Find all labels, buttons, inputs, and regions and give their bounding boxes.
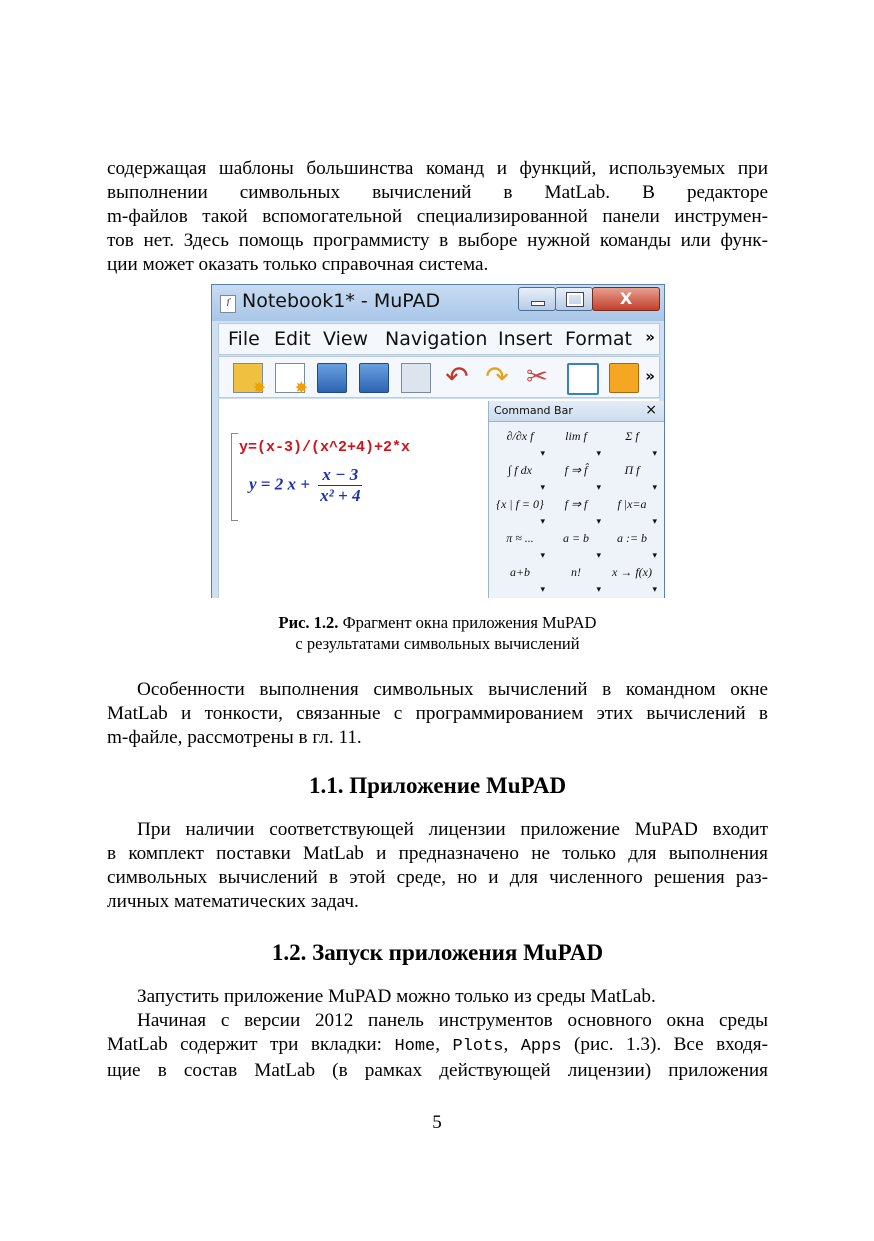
text-line: Запустить приложение MuPAD можно только из среды MatLab. xyxy=(137,986,656,1007)
menu-navigation[interactable]: Navigation xyxy=(385,328,488,350)
toolbar-overflow-chevron[interactable]: » xyxy=(645,367,655,385)
mupad-window-screenshot xyxy=(211,284,665,598)
cmd-transform[interactable]: f ⇒ f̂ ▾ xyxy=(549,463,603,497)
figure-caption xyxy=(107,612,768,654)
menu-insert[interactable]: Insert xyxy=(498,328,553,350)
caption-text-2: с результатами символьных вычислений xyxy=(295,634,580,653)
toolbar xyxy=(218,356,660,398)
title-bar xyxy=(212,285,664,321)
menu-file[interactable]: File xyxy=(228,328,260,350)
text-line: щие в состав MatLab (в рамках действующей лицензии) приложения xyxy=(107,1060,768,1081)
cmd-evaluate-at[interactable]: f |x=a ▾ xyxy=(605,497,659,531)
cmd-integral[interactable]: ∫ f dx ▾ xyxy=(493,463,547,497)
cmd-sum[interactable]: Σ f ▾ xyxy=(605,429,659,463)
paste-icon[interactable] xyxy=(609,363,639,393)
text-line: MatLab и тонкости, связанные с программированием этих вычислений в xyxy=(107,703,768,724)
fraction-numerator: x − 3 xyxy=(318,465,362,486)
menu-overflow-chevron[interactable]: » xyxy=(645,328,655,346)
command-bar-title: Command Bar xyxy=(494,404,573,417)
caption-label: Рис. 1.2. xyxy=(278,613,339,632)
print-icon[interactable] xyxy=(401,363,431,393)
section-heading-1-1: 1.1. Приложение MuPAD xyxy=(308,773,567,798)
text-line: тов нет. Здесь помощь программисту в выборе нужной команды или функ- xyxy=(107,230,768,251)
cmd-simplify[interactable]: f ⇒ f ▾ xyxy=(549,497,603,531)
maximize-button[interactable] xyxy=(555,287,593,311)
tab-name-home: Home xyxy=(394,1037,436,1056)
menu-format[interactable]: Format xyxy=(565,328,632,350)
caption-text-1: Фрагмент окна приложения MuPAD xyxy=(342,613,597,632)
paragraph-launch xyxy=(107,985,768,1083)
new-notebook-icon[interactable] xyxy=(233,363,263,393)
text-fragment: , xyxy=(503,1034,521,1055)
text-line: символьных вычислений в этой среде, но и для численного решения раз- xyxy=(107,867,768,888)
text-fragment: MatLab содержит три вкладки: xyxy=(107,1034,395,1055)
output-result xyxy=(249,465,362,506)
cmd-assign[interactable]: a := b ▾ xyxy=(605,531,659,565)
maximize-icon xyxy=(567,293,583,306)
close-button[interactable]: X xyxy=(592,287,660,311)
page-number: 5 xyxy=(432,1112,442,1133)
cell-bracket xyxy=(231,433,238,521)
minimize-icon xyxy=(531,301,545,306)
cmd-limit[interactable]: lim f ▾ xyxy=(549,429,603,463)
text-fragment: (рис. 1.3). Все входя- xyxy=(561,1034,769,1055)
open-folder-icon[interactable] xyxy=(317,363,347,393)
cmd-derivative[interactable]: ∂/∂x f ▾ xyxy=(493,429,547,463)
text-line: При наличии соответствующей лицензии приложение MuPAD входит xyxy=(137,819,768,840)
window-title: Notebook1* - MuPAD xyxy=(242,290,441,312)
command-bar xyxy=(488,401,665,598)
paragraph-features xyxy=(107,678,768,750)
text-line: выполнении символьных вычислений в MatLab. В редакторе xyxy=(107,182,768,203)
text-fragment: , xyxy=(435,1034,453,1055)
cmd-function[interactable]: x → f(x) ▾ xyxy=(605,565,659,598)
cmd-product[interactable]: Π f ▾ xyxy=(605,463,659,497)
output-lhs: y = 2 x + xyxy=(249,474,310,494)
cut-icon[interactable]: ✂ xyxy=(526,362,548,392)
new-editor-icon[interactable] xyxy=(275,363,305,393)
input-expression[interactable]: y=(x-3)/(x^2+4)+2*x xyxy=(239,439,411,456)
cmd-factorial[interactable]: n! ▾ xyxy=(549,565,603,598)
intro-paragraph xyxy=(107,157,768,277)
text-line: m-файлов такой вспомогательной специализированной панели инструмен- xyxy=(107,206,768,227)
caption-line-1 xyxy=(107,612,768,633)
copy-icon[interactable] xyxy=(567,363,599,395)
undo-icon[interactable]: ↶ xyxy=(445,360,469,393)
cmd-approximate[interactable]: π ≈ ... ▾ xyxy=(493,531,547,565)
redo-icon[interactable]: ↷ xyxy=(485,360,509,393)
text-line: Начиная с версии 2012 панель инструментов основного окна среды xyxy=(137,1010,768,1031)
save-icon[interactable] xyxy=(359,363,389,393)
text-line: содержащая шаблоны большинства команд и функций, используемых при xyxy=(107,158,768,179)
text-line: Особенности выполнения символьных вычислений в командном окне xyxy=(137,679,768,700)
section-heading-1-2: 1.2. Запуск приложения MuPAD xyxy=(271,940,604,965)
text-line: ции может оказать только справочная система. xyxy=(107,254,489,275)
cmd-equation[interactable]: a = b ▾ xyxy=(549,531,603,565)
fraction-denominator: x² + 4 xyxy=(320,486,361,505)
menu-view[interactable]: View xyxy=(323,328,369,350)
text-line: в комплект поставки MatLab и предназначено не только для выполнения xyxy=(107,843,768,864)
minimize-button[interactable] xyxy=(518,287,556,311)
paragraph-mupad-app xyxy=(107,818,768,914)
mupad-app-icon: ſ xyxy=(220,295,236,313)
output-fraction xyxy=(318,465,362,506)
command-bar-header xyxy=(489,401,665,422)
text-line: m-файле, рассмотрены в гл. 11. xyxy=(107,727,362,748)
close-icon[interactable]: × xyxy=(645,402,657,418)
cmd-arithmetic[interactable]: a+b ▾ xyxy=(493,565,547,598)
text-line xyxy=(107,1033,768,1059)
text-line: личных математических задач. xyxy=(107,891,359,912)
tab-name-apps: Apps xyxy=(520,1037,562,1056)
menu-edit[interactable]: Edit xyxy=(274,328,311,350)
menu-bar xyxy=(218,323,660,355)
cmd-solve[interactable]: {x | f = 0} ▾ xyxy=(493,497,547,531)
tab-name-plots: Plots xyxy=(452,1037,504,1056)
